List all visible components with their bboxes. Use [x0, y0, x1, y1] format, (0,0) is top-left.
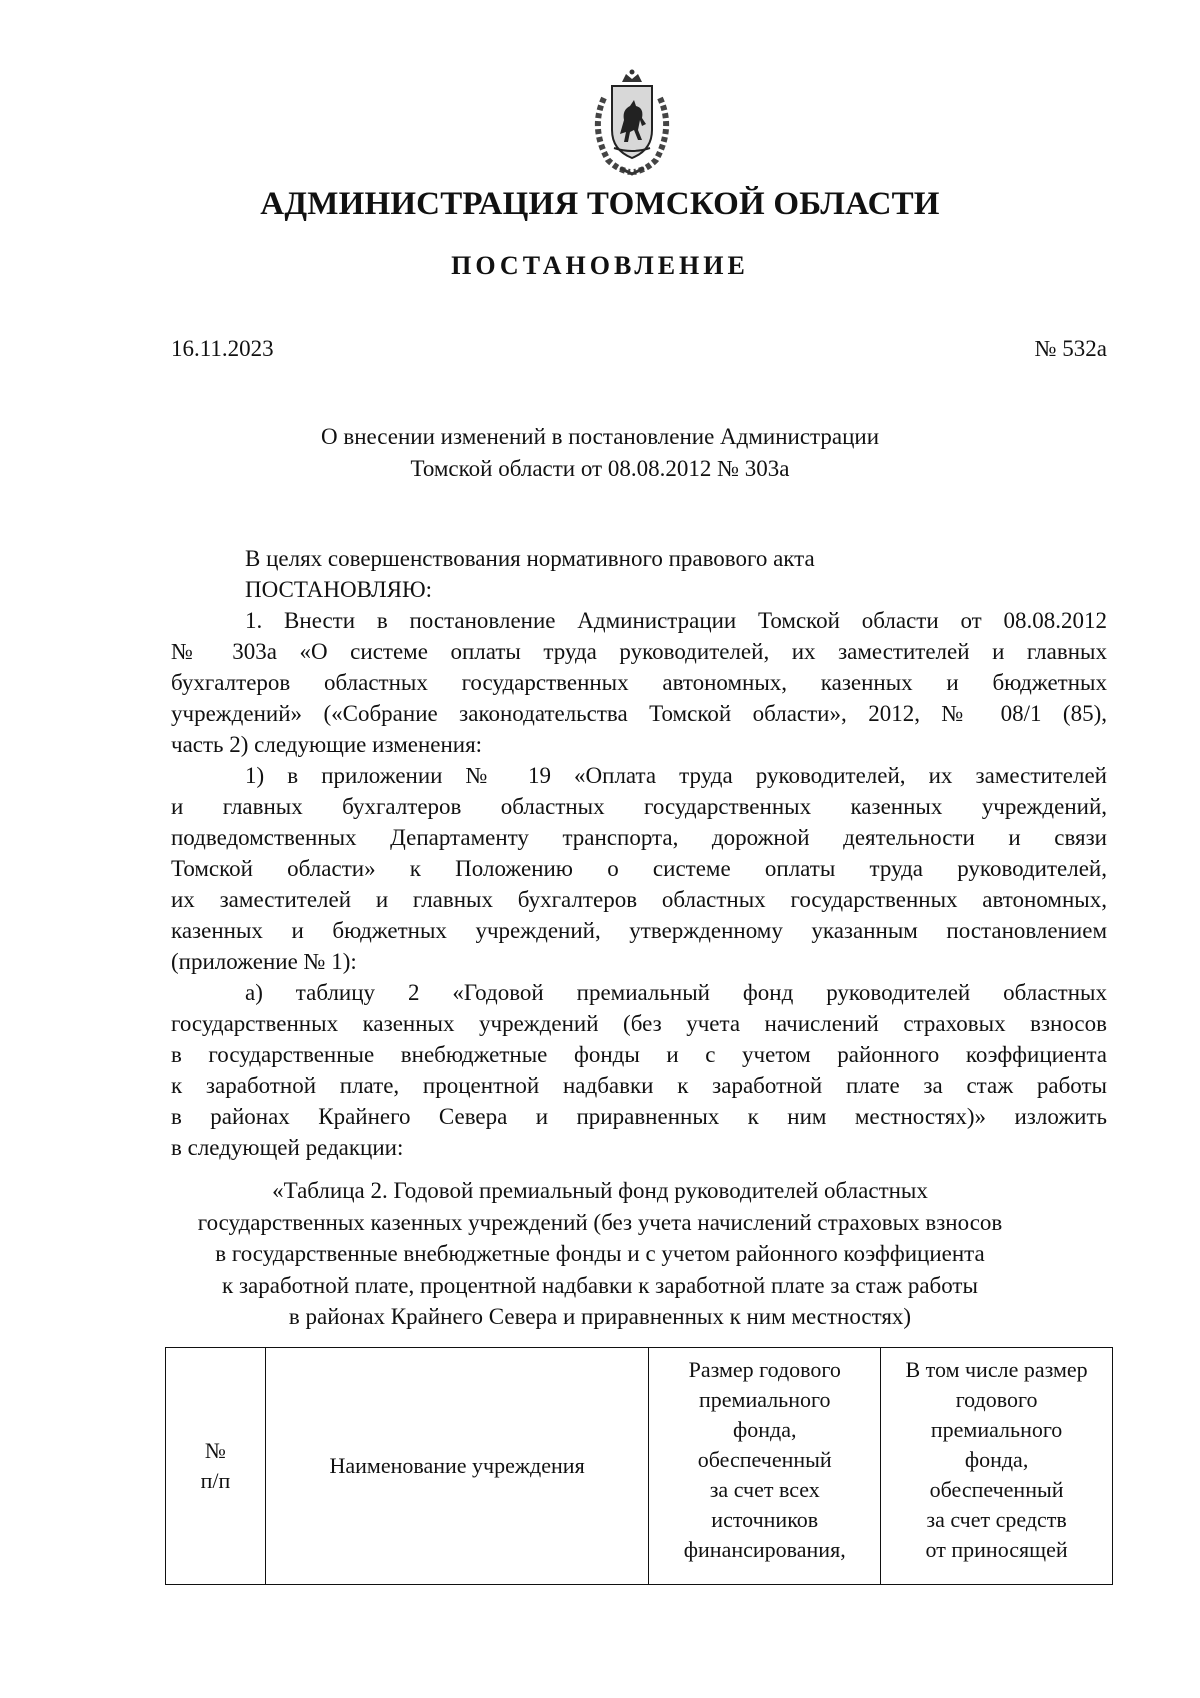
item1-line: № 303а «О системе оплаты труда руководителей, их заместителей и главных	[171, 639, 1107, 664]
item1-1-line: Томской области» к Положению о системе оплаты труда руководителей,	[171, 856, 1107, 881]
subject-line: О внесении изменений в постановление Администрации	[320, 424, 880, 449]
item1-line: бухгалтеров областных государственных автономных, казенных и бюджетных	[171, 670, 1107, 695]
caption-line: «Таблица 2. Годовой премиальный фонд руководителей областных	[272, 1178, 928, 1203]
item1-1-a-line: в районах Крайнего Севера и приравненных к ним местностях)» изложить	[171, 1104, 1107, 1129]
preamble: В целях совершенствования нормативного правового акта	[245, 546, 815, 571]
item1-1-line: 1) в приложении № 19 «Оплата труда руководителей, их заместителей	[245, 763, 1107, 788]
premium-fund-table	[165, 1347, 1113, 1585]
item1-line: часть 2) следующие изменения:	[171, 732, 483, 757]
table-header-row	[166, 1348, 1113, 1585]
item1-line: учреждений» («Собрание законодательства Томской области», 2012, № 08/1 (85),	[171, 701, 1107, 726]
document-type: ПОСТАНОВЛЕНИЕ	[451, 251, 749, 280]
item1-1-line: их заместителей и главных бухгалтеров областных государственных автономных,	[171, 887, 1107, 912]
coat-of-arms-icon	[584, 68, 680, 178]
document-date: 16.11.2023	[171, 336, 274, 361]
decree-word: ПОСТАНОВЛЯЮ:	[245, 577, 433, 602]
item1-line: 1. Внести в постановление Администрации Томской области от 08.08.2012	[245, 608, 1107, 633]
caption-line: государственных казенных учреждений (без учета начислений страховых взносов	[197, 1209, 1003, 1235]
caption-line: к заработной плате, процентной надбавки к заработной плате за стаж работы	[222, 1272, 978, 1298]
document-subject	[0, 421, 1200, 485]
header-cell-total-fund: Размер годового премиального фонда, обеспеченный за счет всех источников финансирования,	[649, 1348, 881, 1585]
item1-1-a-line: государственных казенных учреждений (без учета начислений страховых взносов	[171, 1011, 1107, 1036]
organization-title: АДМИНИСТРАЦИЯ ТОМСКОЙ ОБЛАСТИ	[260, 186, 940, 222]
item1-1-line: и главных бухгалтеров областных государственных казенных учреждений,	[171, 794, 1107, 819]
document-body	[171, 543, 1107, 1163]
subject-line: Томской области от 08.08.2012 № 303а	[410, 456, 790, 481]
item1-1-a-line: в следующей редакции:	[171, 1135, 404, 1160]
item1-1-line: подведомственных Департаменту транспорта, дорожной деятельности и связи	[171, 825, 1107, 850]
header-cell-name: Наименование учреждения	[265, 1348, 648, 1585]
caption-line: в районах Крайнего Севера и приравненных к ним местностях)	[288, 1304, 912, 1329]
item1-1-a-line: к заработной плате, процентной надбавки к заработной плате за стаж работы	[171, 1073, 1107, 1098]
document-number: № 532а	[1034, 336, 1107, 361]
header-cell-income-fund: В том числе размер годового премиального фонда, обеспеченный за счет средств от приносящей	[881, 1348, 1113, 1585]
item1-1-line: казенных и бюджетных учреждений, утвержденному указанным постановлением	[171, 918, 1107, 943]
caption-line: в государственные внебюджетные фонды и с учетом районного коэффициента	[215, 1241, 985, 1266]
item1-1-a-line: а) таблицу 2 «Годовой премиальный фонд руководителей областных	[245, 980, 1107, 1005]
header-cell-number: № п/п	[166, 1348, 266, 1585]
item1-1-a-line: в государственные внебюджетные фонды и с учетом районного коэффициента	[171, 1042, 1107, 1067]
item1-1-line: (приложение № 1):	[171, 949, 357, 974]
table-caption	[0, 1175, 1200, 1333]
